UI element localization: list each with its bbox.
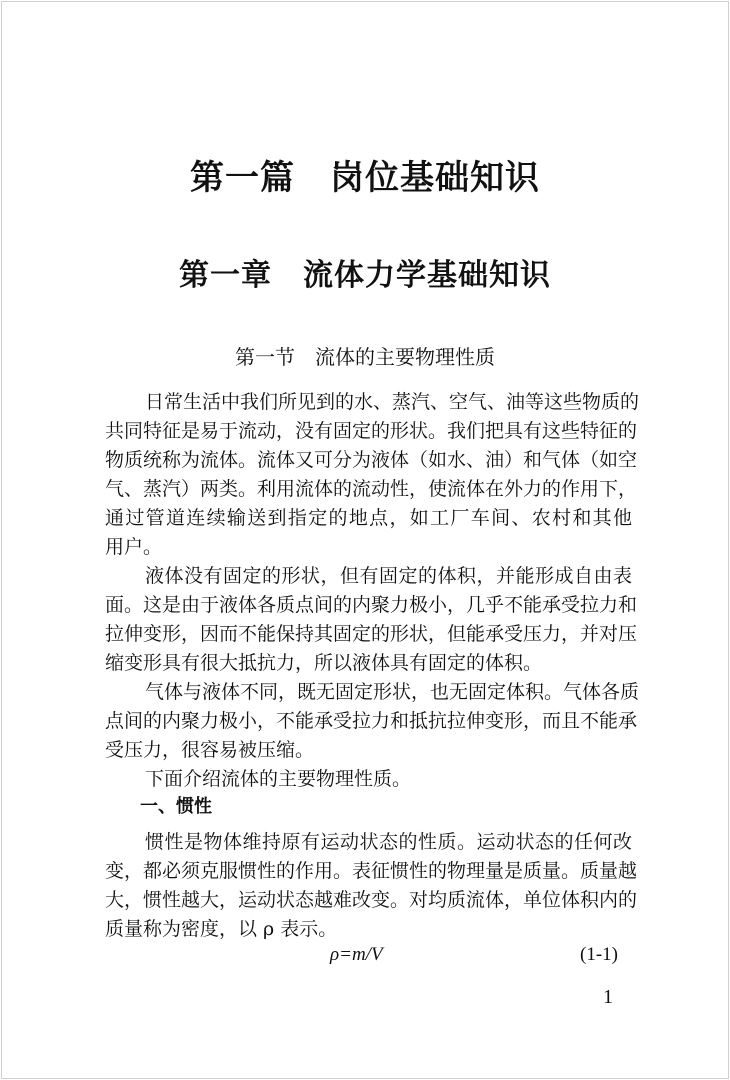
text-line: 物质统称为流体。流体又可分为液体（如水、油）和气体（如空 [105, 449, 638, 471]
text-line: 气体与液体不同，既无固定形状，也无固定体积。气体各质 [145, 681, 640, 703]
text-line: 液体没有固定的形状，但有固定的体积，并能形成自由表 [145, 565, 632, 587]
text-line: 面。这是由于液体各质点间的内聚力极小，几乎不能承受拉力和 [105, 594, 638, 616]
text-line: 共同特征是易于流动，没有固定的形状。我们把具有这些特征的 [105, 420, 638, 442]
body-text-b [105, 828, 638, 944]
text-line: 惯性是物体维持原有运动状态的性质。运动状态的任何改 [145, 831, 632, 853]
body-text-a [105, 388, 640, 794]
text-line: 点间的内聚力极小，不能承受拉力和抵抗拉伸变形，而且不能承 [105, 710, 638, 732]
text-line: 下面介绍流体的主要物理性质。 [145, 768, 412, 790]
formula: ρ=m/V [330, 944, 383, 965]
text-line: 受压力，很容易被压缩。 [105, 739, 315, 761]
equation-number: (1-1) [580, 944, 618, 965]
text-line: 用户。 [105, 536, 163, 558]
page-number: 1 [603, 986, 613, 1008]
text-line: 通过管道连续输送到指定的地点，如工厂车间、农村和其他 [105, 507, 632, 529]
text-line: 质量称为密度，以 ρ 表示。 [105, 918, 338, 940]
text-line: 缩变形具有很大抵抗力，所以液体具有固定的体积。 [105, 652, 543, 674]
part-title: 第一篇 岗位基础知识 [190, 158, 540, 198]
section-title: 第一节 流体的主要物理性质 [235, 345, 495, 369]
chapter-title: 第一章 流体力学基础知识 [179, 258, 551, 293]
text-line: 气、蒸汽）两类。利用流体的流动性，使流体在外力的作用下， [105, 478, 638, 500]
subheading: 一、惯性 [140, 796, 212, 817]
text-line: 日常生活中我们所见到的水、蒸汽、空气、油等这些物质的 [145, 391, 640, 413]
text-line: 大，惯性越大，运动状态越难改变。对均质流体，单位体积内的 [105, 889, 638, 911]
text-line: 变，都必须克服惯性的作用。表征惯性的物理量是质量。质量越 [105, 860, 638, 882]
text-line: 拉伸变形，因而不能保持其固定的形状，但能承受压力，并对压 [105, 623, 638, 645]
